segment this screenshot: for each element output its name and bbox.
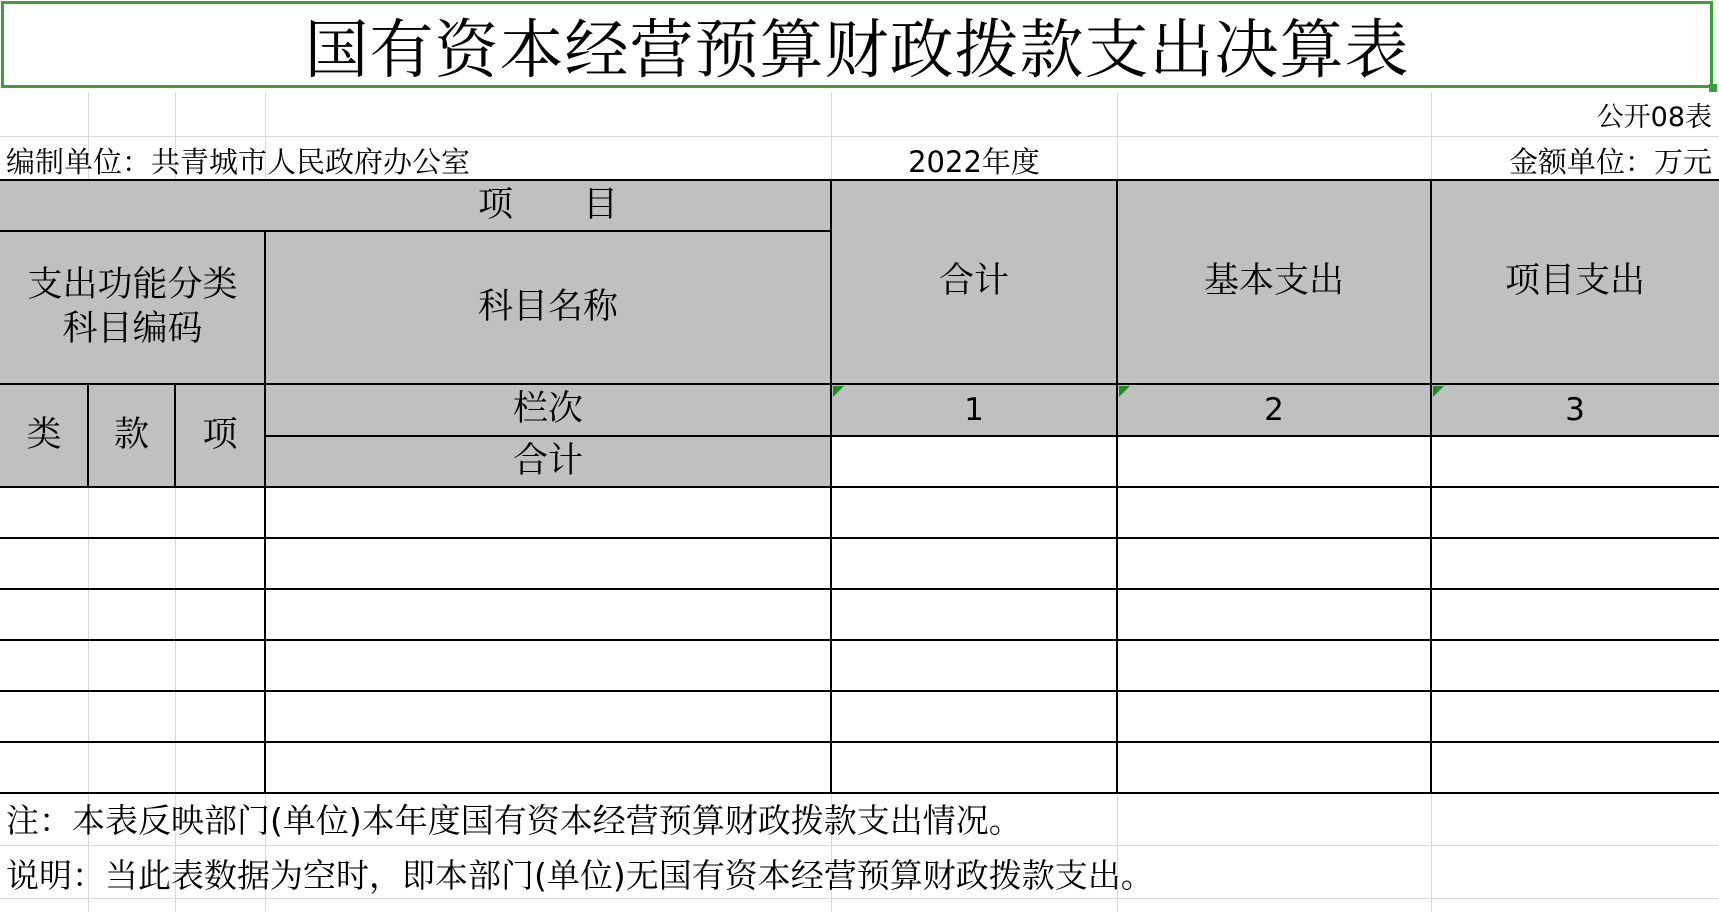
column-number-2: 2: [1264, 391, 1284, 428]
table-row-name[interactable]: [265, 742, 831, 793]
table-border: [830, 180, 832, 794]
table-border: [0, 230, 831, 232]
table-title[interactable]: 国有资本经营预算财政拨款支出决算表: [1, 1, 1713, 88]
table-border: [0, 690, 1719, 692]
table-border: [265, 435, 1719, 437]
table-border: [0, 792, 1719, 794]
table-row[interactable]: [0, 640, 265, 691]
table-border: [0, 383, 1719, 385]
table-row-name[interactable]: [265, 538, 831, 589]
sum-project-cell[interactable]: [1431, 436, 1719, 487]
selection-fill-handle[interactable]: [1709, 84, 1717, 92]
header-func-code: [0, 231, 265, 384]
year-label: 2022年度: [908, 145, 1040, 179]
cell-indicator-icon: [833, 386, 844, 397]
header-lanci: 栏次: [512, 389, 583, 430]
column-number-1: 1: [964, 391, 984, 428]
table-row-name[interactable]: [265, 640, 831, 691]
sum-row-label: 合计: [512, 440, 583, 481]
header-project-expense: 项目支出: [1504, 261, 1645, 302]
cell-indicator-icon: [1433, 386, 1444, 397]
table-border: [87, 384, 89, 487]
sum-total-cell[interactable]: [831, 436, 1117, 487]
table-row[interactable]: [0, 742, 265, 793]
table-border: [0, 486, 1719, 488]
sum-basic-cell[interactable]: [1117, 436, 1431, 487]
header-basic-expense: 基本支出: [1203, 261, 1344, 302]
table-border: [0, 588, 1719, 590]
table-border: [0, 537, 1719, 539]
table-row[interactable]: [0, 589, 265, 640]
explanation-text: 说明：当此表数据为空时，即本部门(单位)无国有资本经营预算财政拨款支出。: [6, 856, 1154, 895]
gridline: [0, 898, 1719, 899]
header-total: 合计: [938, 261, 1009, 302]
form-code: 公开08表: [1596, 102, 1712, 133]
org-unit: 编制单位：共青城市人民政府办公室: [6, 145, 471, 179]
column-number-3: 3: [1565, 391, 1585, 428]
table-border: [1430, 180, 1432, 794]
note-text: 注：本表反映部门(单位)本年度国有资本经营预算财政拨款支出情况。: [6, 801, 1022, 840]
table-row-name[interactable]: [265, 691, 831, 742]
header-lei: 类: [26, 414, 62, 455]
header-xiang: 项: [202, 414, 238, 455]
table-row[interactable]: [0, 487, 265, 538]
header-item-group: 项 目: [477, 184, 618, 225]
header-subject-name: 科目名称: [477, 286, 618, 327]
header-func-code-text: 支出功能分类科目编码: [27, 264, 238, 349]
gridline: [0, 845, 1719, 846]
table-border: [0, 741, 1719, 743]
table-border: [174, 384, 176, 487]
table-row[interactable]: [0, 691, 265, 742]
table-border: [0, 179, 1719, 181]
header-kuan: 款: [113, 414, 149, 455]
gridline: [0, 136, 1719, 137]
table-row[interactable]: [0, 538, 265, 589]
cell-indicator-icon: [1119, 386, 1130, 397]
table-border: [264, 231, 266, 794]
table-row-name[interactable]: [265, 487, 831, 538]
table-row-name[interactable]: [265, 589, 831, 640]
amount-unit: 金额单位：万元: [1508, 145, 1712, 179]
table-border: [0, 639, 1719, 641]
table-border: [1116, 180, 1118, 794]
